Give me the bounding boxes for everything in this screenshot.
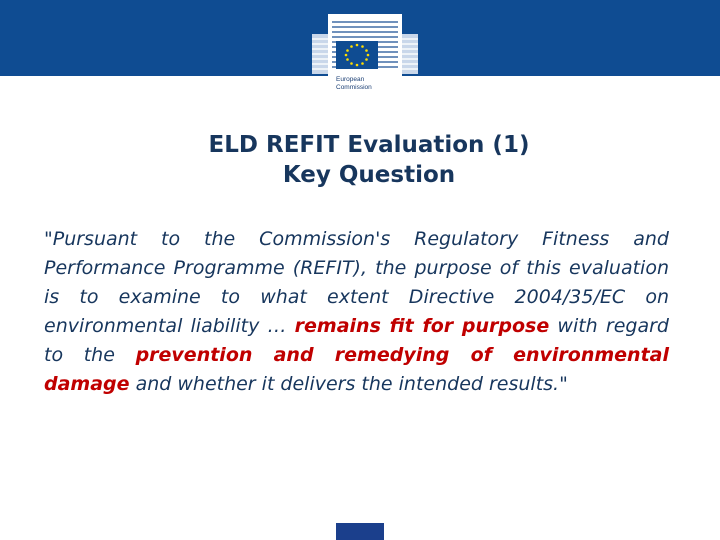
- european-commission-logo: [302, 8, 428, 100]
- slide-title: [0, 130, 720, 190]
- quote-emphasis-prevention: prevention and remedying of environmental damage: [44, 344, 669, 395]
- quote-emphasis-fit-for-purpose: remains fit for purpose: [294, 315, 550, 337]
- logo-text-line1: European: [336, 76, 365, 83]
- title-line1: ELD REFIT Evaluation (1): [208, 132, 530, 158]
- quote-part2: with regard to the: [44, 315, 669, 366]
- key-question-quote: [44, 225, 669, 399]
- title-line2: Key Question: [282, 162, 456, 188]
- logo-text: [336, 76, 372, 92]
- logo-text-line2: Commission: [336, 84, 372, 91]
- quote-part3: and whether it delivers the intended results.": [129, 373, 568, 395]
- footer-bar: [336, 523, 384, 540]
- quote-part1: "Pursuant to the Commission's Regulatory Fitness and Performance Programme (REFIT), the purpose of this evaluation is to examine to what extent Directive 2004/35/EC on environmental liability …: [44, 228, 669, 337]
